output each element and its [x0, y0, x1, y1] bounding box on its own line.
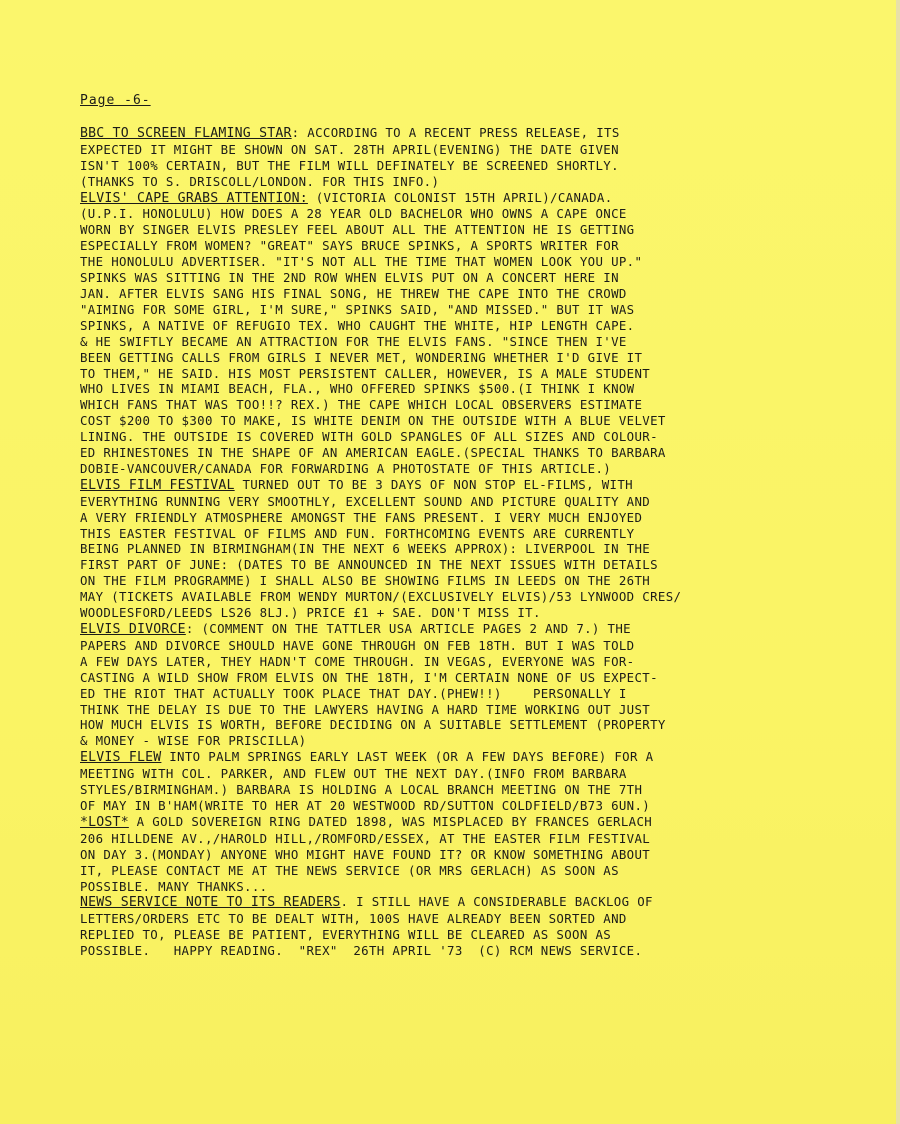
line-text: WHO LIVES IN MIAMI BEACH, FLA., WHO OFFERED SPINKS $500.(I THINK I KNOW	[80, 381, 635, 397]
text-line	[80, 894, 888, 911]
text-line	[80, 302, 888, 318]
line-text: & MONEY - WISE FOR PRISCILLA)	[80, 733, 307, 749]
text-line	[80, 125, 888, 142]
article-section	[80, 814, 888, 895]
text-line	[80, 814, 888, 831]
line-text: ED RHINESTONES IN THE SHAPE OF AN AMERICAN EAGLE.(SPECIAL THANKS TO BARBARA	[80, 445, 666, 461]
text-line	[80, 782, 888, 798]
text-line	[80, 477, 888, 494]
line-text: BEEN GETTING CALLS FROM GIRLS I NEVER MET, WONDERING WHETHER I'D GIVE IT	[80, 349, 643, 365]
line-text: JAN. AFTER ELVIS SANG HIS FINAL SONG, HE THREW THE CAPE INTO THE CROWD	[80, 285, 627, 301]
article-heading: *LOST*	[80, 814, 129, 830]
text-line	[80, 190, 888, 207]
text-line	[80, 557, 888, 573]
line-text: FIRST PART OF JUNE: (DATES TO BE ANNOUNCED IN THE NEXT ISSUES WITH DETAILS	[80, 557, 658, 573]
line-text: STYLES/BIRMINGHAM.) BARBARA IS HOLDING A LOCAL BRANCH MEETING ON THE 7TH	[80, 782, 643, 798]
text-line	[80, 318, 888, 334]
line-text: BEING PLANNED IN BIRMINGHAM(IN THE NEXT 6 WEEKS APPROX): LIVERPOOL IN THE	[80, 541, 651, 557]
text-line	[80, 749, 888, 766]
line-text: TO THEM," HE SAID. HIS MOST PERSISTENT CALLER, HOWEVER, IS A MALE STUDENT	[80, 365, 651, 381]
article-heading: ELVIS FLEW	[80, 750, 162, 766]
text-line	[80, 638, 888, 654]
line-text: THIS EASTER FESTIVAL OF FILMS AND FUN. FORTHCOMING EVENTS ARE CURRENTLY	[80, 525, 635, 541]
line-text: HOW MUCH ELVIS IS WORTH, BEFORE DECIDING ON A SUITABLE SETTLEMENT (PROPERTY	[80, 717, 666, 733]
article-section	[80, 749, 888, 814]
text-line	[80, 943, 888, 959]
line-text: 206 HILLDENE AV.,/HAROLD HILL,/ROMFORD/ESSEX, AT THE EASTER FILM FESTIVAL	[80, 830, 651, 846]
text-line	[80, 798, 888, 814]
article-section	[80, 621, 888, 749]
text-line	[80, 654, 888, 670]
text-line	[80, 605, 888, 621]
line-text: EXPECTED IT MIGHT BE SHOWN ON SAT. 28TH APRIL(EVENING) THE DATE GIVEN	[80, 141, 619, 157]
line-text: SPINKS WAS SITTING IN THE 2ND ROW WHEN ELVIS PUT ON A CONCERT HERE IN	[80, 270, 619, 286]
article-list	[80, 125, 888, 959]
line-text: POSSIBLE. HAPPY READING. "REX" 26TH APRIL '73 (C) RCM NEWS SERVICE.	[80, 943, 643, 959]
line-text: POSSIBLE. MANY THANKS...	[80, 878, 268, 894]
line-text: WHICH FANS THAT WAS TOO!!? REX.) THE CAPE WHICH LOCAL OBSERVERS ESTIMATE	[80, 397, 643, 413]
text-line	[80, 847, 888, 863]
text-line	[80, 206, 888, 222]
text-line	[80, 286, 888, 302]
line-text: CASTING A WILD SHOW FROM ELVIS ON THE 18TH, I'M CERTAIN NONE OF US EXPECT-	[80, 669, 658, 685]
text-line	[80, 541, 888, 557]
text-line	[80, 254, 888, 270]
line-text: LINING. THE OUTSIDE IS COVERED WITH GOLD SPANGLES OF ALL SIZES AND COLOUR-	[80, 429, 658, 445]
text-line	[80, 510, 888, 526]
text-line	[80, 142, 888, 158]
line-text: WORN BY SINGER ELVIS PRESLEY FEEL ABOUT ALL THE ATTENTION HE IS GETTING	[80, 222, 635, 238]
line-text: "AIMING FOR SOME GIRL, I'M SURE," SPINKS SAID, "AND MISSED." BUT IT WAS	[80, 301, 635, 317]
line-text: & HE SWIFTLY BECAME AN ATTRACTION FOR THE ELVIS FANS. "SINCE THEN I'VE	[80, 333, 627, 349]
article-heading: BBC TO SCREEN FLAMING STAR	[80, 125, 292, 141]
article-heading: ELVIS FILM FESTIVAL	[80, 477, 235, 493]
line-text: A GOLD SOVEREIGN RING DATED 1898, WAS MISPLACED BY FRANCES GERLACH	[128, 813, 653, 829]
text-line	[80, 445, 888, 461]
text-line	[80, 238, 888, 254]
line-text: THE HONOLULU ADVERTISER. "IT'S NOT ALL THE TIME THAT WOMEN LOOK YOU UP."	[80, 254, 643, 270]
text-line	[80, 158, 888, 174]
line-text: ED THE RIOT THAT ACTUALLY TOOK PLACE THAT DAY.(PHEW!!) PERSONALLY I	[80, 685, 627, 701]
newsletter-body	[80, 93, 888, 959]
article-section	[80, 894, 888, 959]
article-section	[80, 190, 888, 477]
line-text: LETTERS/ORDERS ETC TO BE DEALT WITH, 100S HAVE ALREADY BEEN SORTED AND	[80, 911, 627, 927]
text-line	[80, 270, 888, 286]
line-text: (VICTORIA COLONIST 15TH APRIL)/CANADA.	[307, 189, 613, 205]
text-line	[80, 350, 888, 366]
line-text: : ACCORDING TO A RECENT PRESS RELEASE, ITS	[291, 124, 620, 140]
line-text: REPLIED TO, PLEASE BE PATIENT, EVERYTHING WILL BE CLEARED AS SOON AS	[80, 927, 612, 943]
text-line	[80, 911, 888, 927]
line-text: COST $200 TO $300 TO MAKE, IS WHITE DENIM ON THE OUTSIDE WITH A BLUE VELVET	[80, 413, 666, 429]
line-text: INTO PALM SPRINGS EARLY LAST WEEK (OR A FEW DAYS BEFORE) FOR A	[161, 749, 654, 765]
text-line	[80, 461, 888, 477]
text-line	[80, 366, 888, 382]
line-text: TURNED OUT TO BE 3 DAYS OF NON STOP EL-FILMS, WITH	[234, 476, 633, 492]
line-text: ISN'T 100% CERTAIN, BUT THE FILM WILL DEFINATELY BE SCREENED SHORTLY.	[80, 157, 619, 173]
text-line	[80, 702, 888, 718]
line-text: (THANKS TO S. DRISCOLL/LONDON. FOR THIS INFO.)	[80, 173, 440, 189]
text-line	[80, 717, 888, 733]
line-text: : (COMMENT ON THE TATTLER USA ARTICLE PAGES 2 AND 7.) THE	[185, 621, 631, 636]
line-text: WOODLESFORD/LEEDS LS26 8LJ.) PRICE £1 + SAE. DON'T MISS IT.	[80, 605, 541, 621]
text-line	[80, 494, 888, 510]
text-line	[80, 334, 888, 350]
text-line	[80, 863, 888, 879]
line-text: PAPERS AND DIVORCE SHOULD HAVE GONE THROUGH ON FEB 18TH. BUT I WAS TOLD	[80, 637, 635, 653]
text-line	[80, 381, 888, 397]
text-line	[80, 222, 888, 238]
text-line	[80, 686, 888, 702]
line-text: SPINKS, A NATIVE OF REFUGIO TEX. WHO CAUGHT THE WHITE, HIP LENGTH CAPE.	[80, 317, 635, 333]
text-line	[80, 831, 888, 847]
article-section	[80, 477, 888, 621]
article-section	[80, 125, 888, 190]
text-line	[80, 589, 888, 605]
page-number: Page -6-	[80, 93, 151, 108]
text-line	[80, 429, 888, 445]
line-text: MAY (TICKETS AVAILABLE FROM WENDY MURTON/(EXCLUSIVELY ELVIS)/53 LYNWOOD CRES/	[80, 589, 682, 605]
paper-edge	[896, 0, 900, 1124]
line-text: DOBIE-VANCOUVER/CANADA FOR FORWARDING A PHOTOSTATE OF THIS ARTICLE.)	[80, 460, 612, 476]
text-line	[80, 733, 888, 749]
text-line	[80, 621, 888, 638]
line-text: A VERY FRIENDLY ATMOSPHERE AMONGST THE FANS PRESENT. I VERY MUCH ENJOYED	[80, 509, 643, 525]
text-line	[80, 526, 888, 542]
text-line	[80, 573, 888, 589]
article-heading: ELVIS' CAPE GRABS ATTENTION:	[80, 190, 308, 206]
line-text: ON DAY 3.(MONDAY) ANYONE WHO MIGHT HAVE FOUND IT? OR KNOW SOMETHING ABOUT	[80, 846, 651, 862]
text-line	[80, 927, 888, 943]
line-text: . I STILL HAVE A CONSIDERABLE BACKLOG OF	[340, 894, 653, 910]
text-line	[80, 397, 888, 413]
article-heading: NEWS SERVICE NOTE TO ITS READERS	[80, 895, 341, 911]
line-text: MEETING WITH COL. PARKER, AND FLEW OUT THE NEXT DAY.(INFO FROM BARBARA	[80, 766, 627, 782]
line-text: EVERYTHING RUNNING VERY SMOOTHLY, EXCELLENT SOUND AND PICTURE QUALITY AND	[80, 493, 651, 509]
text-line	[80, 766, 888, 782]
text-line	[80, 413, 888, 429]
line-text: (U.P.I. HONOLULU) HOW DOES A 28 YEAR OLD BACHELOR WHO OWNS A CAPE ONCE	[80, 206, 627, 222]
article-heading: ELVIS DIVORCE	[80, 622, 186, 637]
line-text: A FEW DAYS LATER, THEY HADN'T COME THROUGH. IN VEGAS, EVERYONE WAS FOR-	[80, 653, 635, 669]
text-line	[80, 879, 888, 895]
text-line	[80, 670, 888, 686]
line-text: ESPECIALLY FROM WOMEN? "GREAT" SAYS BRUCE SPINKS, A SPORTS WRITER FOR	[80, 238, 619, 254]
line-text: IT, PLEASE CONTACT ME AT THE NEWS SERVICE (OR MRS GERLACH) AS SOON AS	[80, 862, 619, 878]
line-text: ON THE FILM PROGRAMME) I SHALL ALSO BE SHOWING FILMS IN LEEDS ON THE 26TH	[80, 573, 651, 589]
text-line	[80, 174, 888, 190]
line-text: THINK THE DELAY IS DUE TO THE LAWYERS HAVING A HARD TIME WORKING OUT JUST	[80, 701, 651, 717]
line-text: OF MAY IN B'HAM(WRITE TO HER AT 20 WESTWOOD RD/SUTTON COLDFIELD/B73 6UN.)	[80, 797, 651, 813]
